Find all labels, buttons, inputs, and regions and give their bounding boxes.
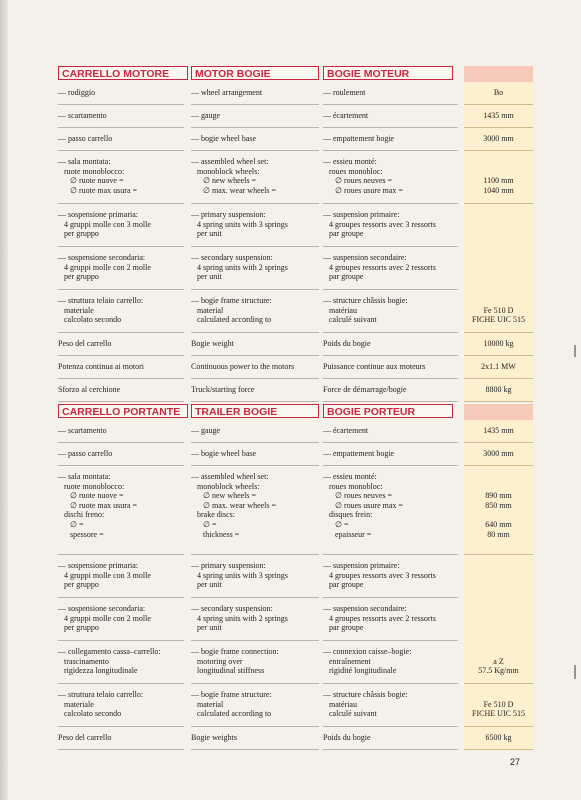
- italian-text: Potenza continua ai motori: [58, 362, 144, 371]
- value-divider: [464, 749, 533, 750]
- spec-value: 1435 mm: [464, 105, 533, 128]
- french-text: — empattement bogie: [323, 134, 395, 143]
- english-text: — gauge: [191, 426, 221, 435]
- spec-row: [58, 420, 533, 443]
- italian-text: — passo carrello: [58, 449, 113, 458]
- header-english: MOTOR BOGIE: [191, 66, 319, 80]
- row-divider: [191, 749, 319, 750]
- spec-value: 10000 kg: [464, 333, 533, 356]
- italian-text: — sospensione primaria: 4 gruppi molle con 3 molle per gruppo: [58, 210, 151, 239]
- spec-row: [58, 333, 533, 356]
- french-text: — roulement: [323, 88, 366, 97]
- french-text: Puissance continue aux moteurs: [323, 362, 426, 371]
- italian-text: — sospensione secondaria: 4 gruppi molle con 2 molle per gruppo: [58, 604, 151, 633]
- section-header: [58, 404, 533, 420]
- french-text: — suspension secondaire: 4 groupes ressorts avec 2 ressorts par groupe: [323, 253, 436, 282]
- spec-value: 1435 mm: [464, 420, 533, 443]
- spec-value: 3000 mm: [464, 128, 533, 151]
- english-text: — bogie wheel base: [191, 449, 257, 458]
- spec-row: [58, 466, 533, 555]
- row-divider: [191, 401, 319, 402]
- header-french: BOGIE MOTEUR: [323, 66, 453, 80]
- spec-row: [58, 684, 533, 727]
- english-text: — secondary suspension: 4 spring units with 2 springs per unit: [191, 253, 288, 282]
- spec-value: [464, 555, 533, 598]
- italian-text: — collegamento cassa–carrello: trascinamento rigidezza longitudinale: [58, 647, 161, 676]
- row-divider: [323, 401, 458, 402]
- french-text: Poids du bogie: [323, 733, 371, 742]
- spec-value: 890 mm 850 mm 640 mm 80 mm: [464, 466, 533, 555]
- english-text: — wheel arrangement: [191, 88, 263, 97]
- italian-text: — scartamento: [58, 111, 107, 120]
- italian-text: — sala montata: ruote monoblocco: ∅ ruote nuove = ∅ ruote max usura =: [58, 157, 138, 195]
- spec-row: [58, 151, 533, 204]
- spec-value: [464, 247, 533, 290]
- italian-text: — struttura telaio carrello: materiale calcolato secondo: [58, 296, 144, 325]
- spec-row: [58, 204, 533, 247]
- spec-value: 1100 mm 1040 mm: [464, 151, 533, 204]
- english-text: — bogie frame connection: motoring over longitudinal stiffness: [191, 647, 279, 676]
- spec-row: [58, 555, 533, 598]
- page-number: 27: [510, 757, 521, 767]
- french-text: — suspension primaire: 4 groupes ressorts avec 3 ressorts par groupe: [323, 210, 436, 239]
- italian-text: — sospensione secondaria: 4 gruppi molle con 2 molle per gruppo: [58, 253, 151, 282]
- spec-row: [58, 247, 533, 290]
- french-text: — essieu monté: roues monobloc: ∅ roues neuves = ∅ roues usure max =: [323, 157, 403, 195]
- spec-row: [58, 379, 533, 402]
- french-text: — structure châssis bogie: matériau calculé suivant: [323, 296, 408, 325]
- spec-value: a Z 57.5 Kg/mm: [464, 641, 533, 684]
- english-text: Truck/starting force: [191, 385, 255, 394]
- spec-value: Fe 510 D FICHE UIC 515: [464, 684, 533, 727]
- spec-row: [58, 105, 533, 128]
- english-text: — gauge: [191, 111, 221, 120]
- italian-text: Peso del carrello: [58, 339, 112, 348]
- english-text: — bogie wheel base: [191, 134, 257, 143]
- spec-row: [58, 443, 533, 466]
- english-text: — primary suspension: 4 spring units with 3 springs per unit: [191, 210, 288, 239]
- header-english: TRAILER BOGIE: [191, 404, 319, 418]
- spec-row: [58, 128, 533, 151]
- english-text: — bogie frame structure: material calculated according to: [191, 296, 272, 325]
- french-text: Force de démarrage/bogie: [323, 385, 407, 394]
- english-text: — secondary suspension: 4 spring units with 2 springs per unit: [191, 604, 288, 633]
- spec-value: [464, 598, 533, 641]
- row-divider: [58, 401, 184, 402]
- french-text: — suspension secondaire: 4 groupes ressorts avec 2 ressorts par groupe: [323, 604, 436, 633]
- french-text: — suspension primaire: 4 groupes ressorts avec 3 ressorts par groupe: [323, 561, 436, 590]
- french-text: Poids du bogie: [323, 339, 371, 348]
- spec-value: Fe 510 D FICHE UIC 515: [464, 290, 533, 333]
- french-text: — connexion caisse–bogie: entraînement rigidité longitudinale: [323, 647, 412, 676]
- english-text: — bogie frame structure: material calculated according to: [191, 690, 272, 719]
- italian-text: — struttura telaio carrello: materiale calcolato secondo: [58, 690, 144, 719]
- italian-text: — passo carrello: [58, 134, 113, 143]
- header-french: BOGIE PORTEUR: [323, 404, 453, 418]
- spec-value: [464, 204, 533, 247]
- motor-bogie-section: [58, 66, 533, 402]
- row-divider: [323, 749, 458, 750]
- value-column-header: [464, 404, 533, 421]
- row-divider: [58, 749, 184, 750]
- french-text: — écartement: [323, 426, 369, 435]
- section-header: [58, 66, 533, 82]
- english-text: — primary suspension: 4 spring units with 3 springs per unit: [191, 561, 288, 590]
- binding-mark: [574, 665, 576, 679]
- spec-row: [58, 82, 533, 105]
- italian-text: — sospensione primaria: 4 gruppi molle con 3 molle per gruppo: [58, 561, 151, 590]
- binding-mark: [574, 345, 576, 357]
- italian-text: — sala montata: ruote monoblocco: ∅ ruote nuove = ∅ ruote max usura = dischi freno: ∅ = spessore =: [58, 472, 138, 539]
- spec-row: [58, 598, 533, 641]
- english-text: Bogie weight: [191, 339, 234, 348]
- english-text: Bogie weights: [191, 733, 237, 742]
- header-italian: CARRELLO PORTANTE: [58, 404, 188, 418]
- trailer-bogie-section: [58, 404, 533, 750]
- value-column-header: [464, 66, 533, 83]
- spec-row: [58, 641, 533, 684]
- french-text: — empattement bogie: [323, 449, 395, 458]
- french-text: — écartement: [323, 111, 369, 120]
- spec-value: Bo: [464, 82, 533, 105]
- french-text: — essieu monté: roues monobloc: ∅ roues neuves = ∅ roues usure max = disques frein: ∅ = epaisseur =: [323, 472, 403, 539]
- spec-value: 6500 kg: [464, 727, 533, 750]
- spec-row: [58, 290, 533, 333]
- italian-text: Peso del carrello: [58, 733, 112, 742]
- english-text: Continuous power to the motors: [191, 362, 295, 371]
- value-divider: [464, 401, 533, 402]
- italian-text: — rodiggio: [58, 88, 96, 97]
- spec-row: [58, 727, 533, 750]
- french-text: — structure châssis bogie: matériau calculé suivant: [323, 690, 408, 719]
- header-italian: CARRELLO MOTORE: [58, 66, 188, 80]
- spec-value: 8800 kg: [464, 379, 533, 402]
- spec-value: 3000 mm: [464, 443, 533, 466]
- english-text: — assembled wheel set: monoblock wheels: ∅ new wheels = ∅ max. wear wheels =: [191, 157, 277, 195]
- english-text: — assembled wheel set: monoblock wheels: ∅ new wheels = ∅ max. wear wheels = brake discs: ∅ = thickness =: [191, 472, 277, 539]
- spec-row: [58, 356, 533, 379]
- page-edge-shadow: [0, 0, 8, 800]
- spec-value: 2x1.1 MW: [464, 356, 533, 379]
- italian-text: Sforzo al cerchione: [58, 385, 121, 394]
- italian-text: — scartamento: [58, 426, 107, 435]
